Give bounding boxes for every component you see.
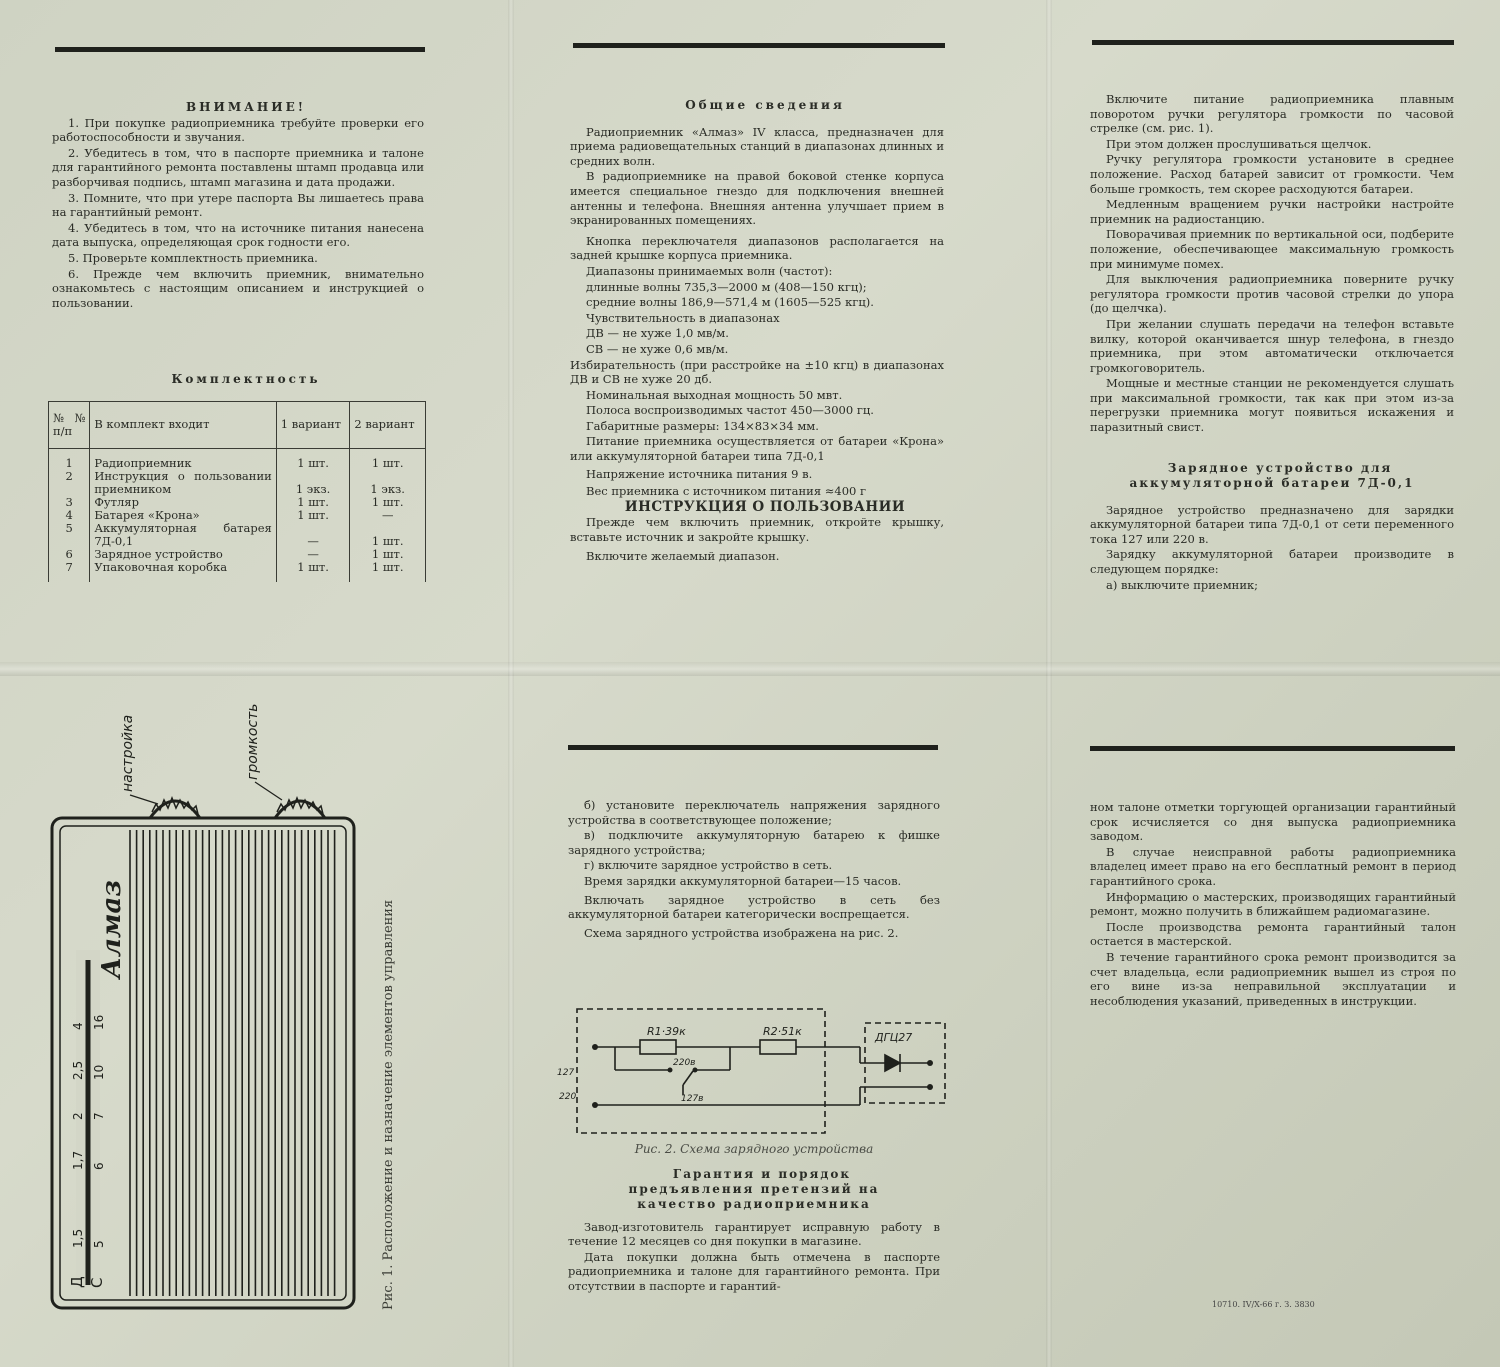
kit-table (48, 401, 426, 582)
label-tuning: настройка (120, 714, 136, 792)
tap-220-label: 220в (673, 1058, 696, 1068)
charger-steps-section (568, 798, 940, 941)
warranty-paragraph: Информацию о мастерских, производящих гарантийный ремонт, можно получить в ближайшем радиомагазине. (1090, 889, 1456, 919)
fold-line (1046, 0, 1052, 1367)
attention-item: 6. Прежде чем включить приемник, внимательно ознакомьтесь с настоящим описанием и инструкцией о пользовании. (52, 266, 424, 310)
scale-lw-tick: 4 (71, 1022, 85, 1030)
header-rule (1092, 40, 1454, 45)
general-section (570, 98, 944, 564)
column-header: В комплект входит (90, 401, 276, 448)
row-variant1: — (276, 548, 350, 561)
spec-line: Диапазоны принимаемых волн (частот): (586, 263, 833, 278)
row-variant1: 1 шт. (276, 561, 350, 582)
general-paragraph: Радиоприемник «Алмаз» IV класса, предназначен для приема радиовещательных станций в диапазонах длинных и средних волн. (570, 124, 944, 168)
charger-title: Зарядное устройство для аккумуляторной батареи 7Д-0,1 (1129, 460, 1415, 490)
spec-line: СВ — не хуже 0,6 мв/м. (586, 341, 729, 356)
spec-line: длинные волны 735,3—2000 м (408—150 кгц); (586, 279, 867, 294)
header-rule (55, 47, 425, 52)
charger-step: г) включите зарядное устройство в сеть. (584, 858, 833, 873)
print-imprint: 10710. IV/X-66 г. З. 3830 (1212, 1300, 1315, 1309)
row-variant2: 1 шт. (350, 561, 426, 582)
row-item: Батарея «Крона» (90, 509, 276, 522)
warranty-section (568, 1142, 940, 1295)
warranty-title: Гарантия и порядок предъявления претензий на качество радиоприемника (628, 1166, 880, 1211)
charger-step: в) подключите аккумуляторную батарею к фишке зарядного устройства; (568, 828, 940, 857)
row-variant2: 1 шт. (350, 457, 426, 470)
row-variant2: 1 шт. (350, 548, 426, 561)
row-variant2: 1 шт. (350, 522, 426, 548)
usage-paragraph: Включите желаемый диапазон. (586, 548, 780, 563)
operation-paragraph: Мощные и местные станции не рекомендуется слушать при максимальной громкости, так как при этом из-за перегрузки приемника могут появиться искажения и паразитный свист. (1090, 376, 1454, 435)
spec-line: Вес приемника с источником питания ≈400 г (586, 484, 867, 499)
header-rule (568, 745, 938, 750)
charger-paragraph: Зарядное устройство предназначено для зарядки аккумуляторной батареи типа 7Д-0,1 от сети переменного тока 127 или 220 в. (1090, 502, 1454, 546)
usage-title: ИНСТРУКЦИЯ О ПОЛЬЗОВАНИИ (624, 498, 906, 515)
band-mw-label: С (88, 1277, 106, 1288)
row-variant1: 1 шт. (276, 509, 350, 522)
scale-lw-tick: 1,7 (71, 1150, 85, 1170)
table-row (49, 561, 426, 582)
mains-label: 127 (557, 1068, 575, 1078)
table-row (49, 457, 426, 470)
scale-mw-tick: 7 (92, 1112, 106, 1120)
operation-paragraph: Поворачивая приемник по вертикальной оси, подберите положение, обеспечивающее максимальную громкость при минимуме помех. (1090, 227, 1454, 271)
scale-lw-tick: 2 (71, 1112, 85, 1120)
general-paragraph: Кнопка переключателя диапазонов располагается на задней крышке корпуса приемника. (570, 233, 944, 263)
row-variant1: — (276, 522, 350, 548)
column-header: №№ п/п (49, 401, 90, 448)
row-variant2: 1 шт. (350, 496, 426, 509)
attention-item: 5. Проверьте комплектность приемника. (68, 250, 318, 265)
band-lw-label: Д (68, 1276, 86, 1288)
r1-label: R1·39к (647, 1025, 686, 1038)
label-volume: громкость (245, 703, 261, 780)
row-variant2: 1 экз. (350, 470, 426, 496)
spec-line: Напряжение источника питания 9 в. (586, 466, 813, 481)
row-number: 1 (49, 457, 90, 470)
spec-line: средние волны 186,9—571,4 м (1605—525 кгц). (586, 295, 874, 310)
brand-logo: Алмаз (97, 880, 127, 979)
mains-label: 220 (559, 1092, 577, 1102)
warranty-paragraph: ном талоне отметки торгующей организации гарантийный срок исчисляется со дня выпуска радиоприемника заводом. (1090, 800, 1456, 844)
attention-section (52, 100, 424, 311)
header-rule (1090, 746, 1455, 751)
charger-step: б) установите переключатель напряжения зарядного устройства в соответствующее положение; (568, 798, 940, 827)
operation-paragraph: При желании слушать передачи на телефон вставьте вилку, которой оканчивается шнур телефона, в гнездо приемника, при этом автоматически отключается громкоговоритель. (1090, 316, 1454, 375)
table-row (49, 509, 426, 522)
charger-step: Время зарядки аккумуляторной батареи—15 часов. (584, 873, 902, 888)
operation-paragraph: Медленным вращением ручки настройки настройте приемник на радиостанцию. (1090, 197, 1454, 226)
table-row (49, 522, 426, 548)
warranty-paragraph: В случае неисправной работы радиоприемника владелец имеет право на его бесплатный ремонт в период гарантийного срока. (1090, 844, 1456, 888)
row-item: Радиоприемник (90, 457, 276, 470)
row-number: 4 (49, 509, 90, 522)
spec-line: Питание приемника осуществляется от батареи «Крона» или аккумуляторной батареи типа 7Д-0,1 (570, 434, 944, 464)
volume-knob (275, 798, 325, 818)
header-rule (573, 43, 945, 48)
scale-mw-tick: 10 (92, 1064, 106, 1080)
attention-item: 3. Помните, что при утере паспорта Вы лишаетесь права на гарантийный ремонт. (52, 190, 424, 220)
operation-paragraph: Для выключения радиоприемника поверните ручку регулятора громкости против часовой стрелки до упора (до щелчка). (1090, 272, 1454, 316)
resistor-r1 (640, 1040, 676, 1054)
general-title: Общие сведения (685, 98, 845, 112)
table-row (49, 496, 426, 509)
scale-mw-tick: 16 (92, 1014, 106, 1030)
spec-line: Габаритные размеры: 134×83×34 мм. (586, 418, 819, 433)
warranty-paragraph: После производства ремонта гарантийный талон остается в мастерской. (1090, 919, 1456, 949)
charger-step: Включать зарядное устройство в сеть без аккумуляторной батареи категорически воспрещается. (568, 892, 940, 922)
table-row (49, 470, 426, 496)
operation-paragraph: При этом должен прослушиваться щелчок. (1106, 136, 1372, 151)
row-item: Аккумуляторная батарея 7Д-0,1 (90, 522, 276, 548)
row-number: 6 (49, 548, 90, 561)
tap-127-label: 127в (681, 1094, 704, 1104)
fold-line (508, 0, 514, 1367)
charger-step: Схема зарядного устройства изображена на рис. 2. (584, 925, 899, 940)
spec-line: Избирательность (при расстройке на ±10 кгц) в диапазонах ДВ и СВ не хуже 20 дб. (570, 357, 944, 387)
charger-paragraph: а) выключите приемник; (1106, 577, 1259, 592)
row-variant1: 1 шт. (276, 496, 350, 509)
column-header: 1 вариант (276, 401, 350, 448)
warranty-continued-section (1090, 800, 1456, 1009)
row-item: Зарядное устройство (90, 548, 276, 561)
scale-lw-tick: 1,5 (71, 1228, 85, 1248)
general-paragraph: В радиоприемнике на правой боковой стенке корпуса имеется специальное гнездо для подключения внешней антенны и телефона. Внешняя антенна улучшает прием в экранированных помещениях. (570, 169, 944, 228)
kit-section (48, 372, 428, 582)
row-number: 7 (49, 561, 90, 582)
diode-label: ДГЦ27 (875, 1031, 913, 1044)
warranty-paragraph: Завод-изготовитель гарантирует исправную работу в течение 12 месяцев со дня покупки в магазине. (568, 1219, 940, 1249)
operation-paragraph: Включите питание радиоприемника плавным поворотом ручки регулятора громкости по часовой стрелке (см. рис. 1). (1090, 92, 1454, 136)
diode-symbol (885, 1055, 900, 1071)
kit-title: Комплектность (171, 372, 321, 386)
attention-item: 1. При покупке радиоприемника требуйте проверки его работоспособности и звучания. (52, 115, 424, 145)
row-number: 2 (49, 470, 90, 496)
operation-section (1090, 92, 1454, 593)
spec-line: ДВ — не хуже 1,0 мв/м. (586, 326, 729, 341)
spec-line: Номинальная выходная мощность 50 мвт. (586, 387, 843, 402)
row-variant1: 1 экз. (276, 470, 350, 496)
r2-label: R2·51к (763, 1025, 802, 1038)
spec-line: Чувствительность в диапазонах (586, 310, 780, 325)
speaker-grille (130, 830, 335, 1296)
voltage-switch (683, 1071, 693, 1085)
scale-mw-tick: 5 (92, 1240, 106, 1248)
scale-lw-tick: 2,5 (71, 1060, 85, 1080)
figure1-radio-drawing (40, 700, 410, 1320)
resistor-r2 (760, 1040, 796, 1054)
figure2-caption: Рис. 2. Схема зарядного устройства (634, 1142, 874, 1156)
row-variant2: — (350, 509, 426, 522)
row-item: Инструкция о пользовании приемником (90, 470, 276, 496)
operation-paragraph: Ручку регулятора громкости установите в среднее положение. Расход батарей зависит от громкости. Чем больше громкость, тем скорее расходуются батареи. (1090, 152, 1454, 196)
attention-item: 4. Убедитесь в том, что на источнике питания нанесена дата выпуска, определяющая срок годности его. (52, 220, 424, 250)
table-header-row (49, 401, 426, 448)
warranty-paragraph: В течение гарантийного срока ремонт производится за счет владельца, если радиоприемник вышел из строя по его вине из-за неправильной эксплуатации и несоблюдения указаний, приведенных в инструкции. (1090, 949, 1456, 1008)
table-row (49, 548, 426, 561)
charger-paragraph: Зарядку аккумуляторной батареи производите в следующем порядке: (1090, 547, 1454, 577)
row-item: Упаковочная коробка (90, 561, 276, 582)
spec-line: Полоса воспроизводимых частот 450—3000 гц. (586, 403, 874, 418)
warranty-paragraph: Дата покупки должна быть отмечена в паспорте радиоприемника и талоне для гарантийного ремонта. При отсутствии в паспорте и гарантий- (568, 1249, 940, 1293)
row-number: 3 (49, 496, 90, 509)
scale-mw-tick: 6 (92, 1162, 106, 1170)
column-header: 2 вариант (350, 401, 426, 448)
row-variant1: 1 шт. (276, 457, 350, 470)
figure2-circuit (555, 1005, 955, 1140)
figure1-caption: Рис. 1. Расположение и назначение элементов управления (381, 899, 396, 1310)
attention-item: 2. Убедитесь в том, что в паспорте приемника и талоне для гарантийного ремонта поставлены штамп продавца или разборчивая подпись, штамп магазина и дата продажи. (52, 145, 424, 189)
attention-title: ВНИМАНИЕ! (186, 100, 306, 114)
tuning-knob (150, 798, 200, 818)
row-item: Футляр (90, 496, 276, 509)
fold-line (0, 662, 1500, 676)
row-number: 5 (49, 522, 90, 548)
usage-paragraph: Прежде чем включить приемник, откройте крышку, вставьте источник и закройте крышку. (570, 515, 944, 545)
